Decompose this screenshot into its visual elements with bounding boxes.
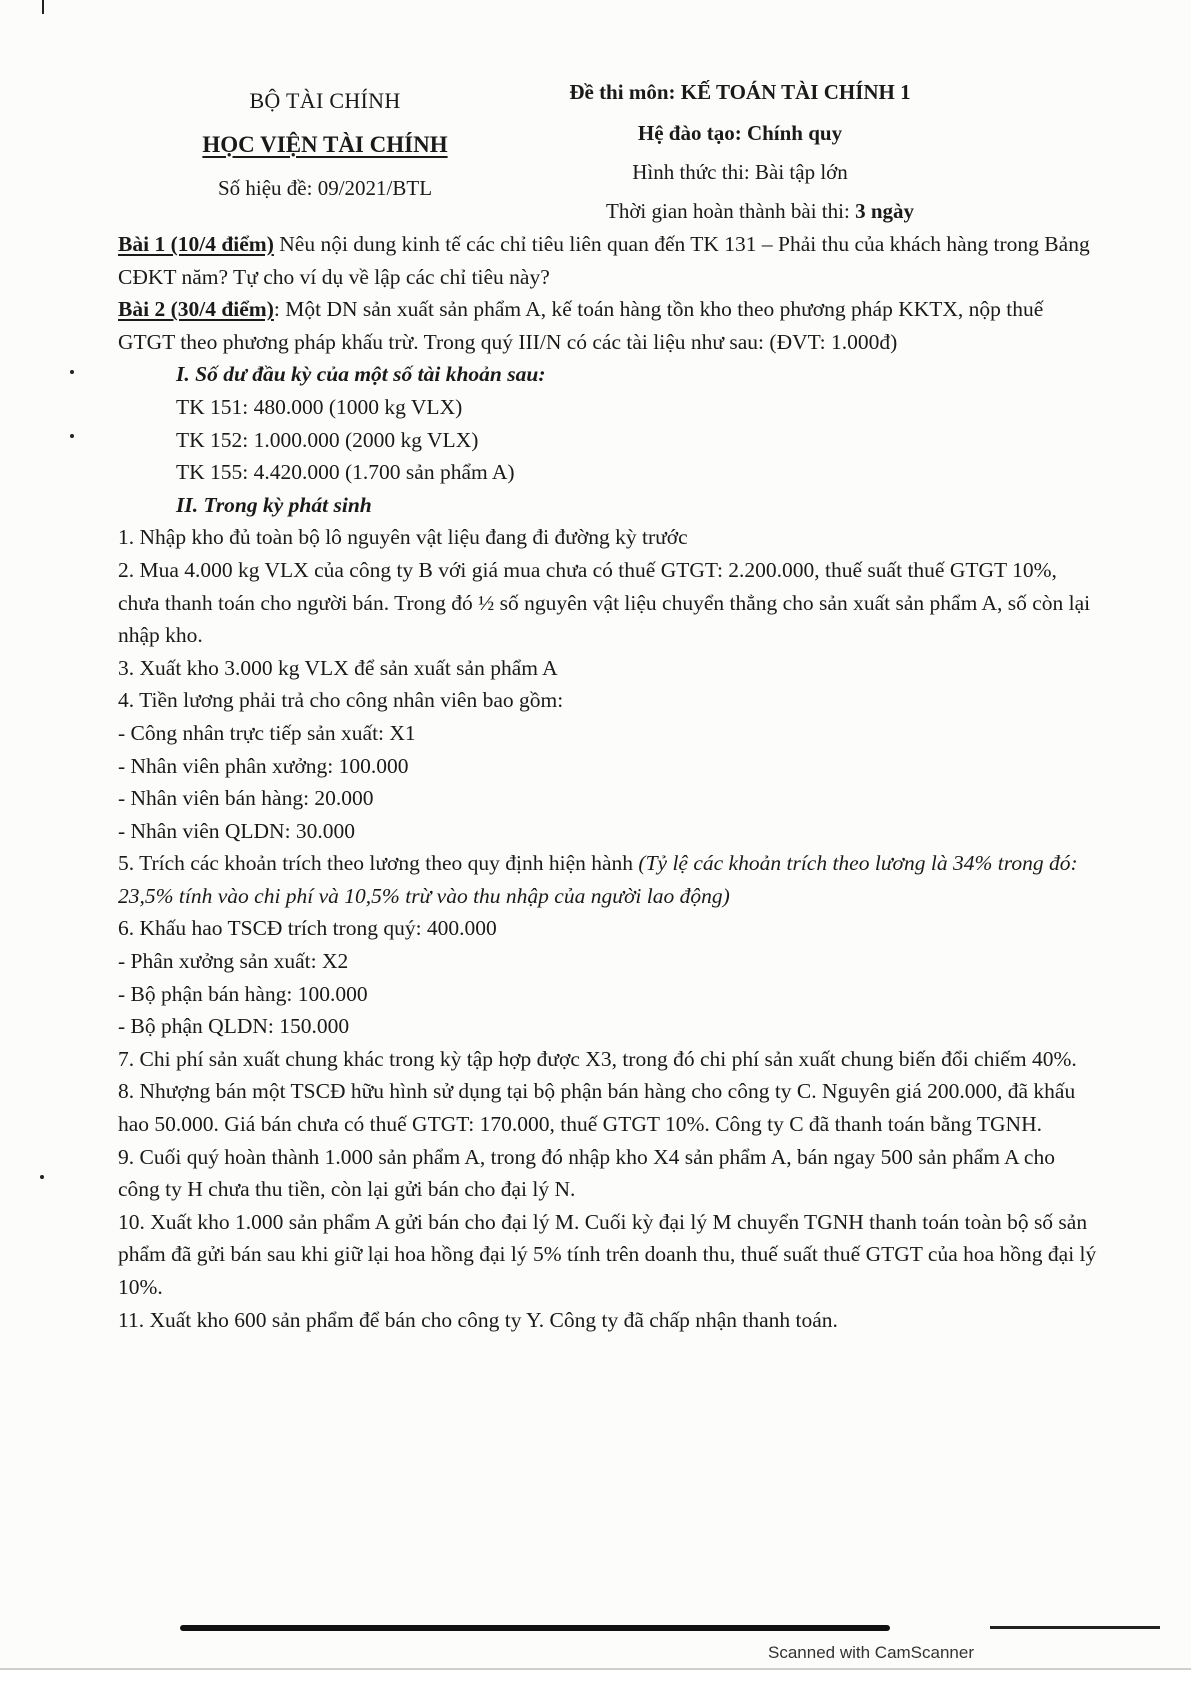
header-left — [160, 88, 490, 201]
scanner-watermark: Scanned with CamScanner — [768, 1643, 975, 1662]
bai2-text: : Một DN sản xuất sản phẩm A, kế toán hàng tồn kho theo phương pháp KKTX, nộp thuế GTGT theo phương pháp khấu trừ. Trong quý III/N có các tài liệu như sau: (ĐVT: 1.000đ) — [118, 297, 1044, 354]
scan-dot — [70, 434, 74, 438]
item-1: 1. Nhập kho đủ toàn bộ lô nguyên vật liệu đang đi đường kỳ trước — [118, 525, 688, 550]
exam-code — [160, 176, 490, 201]
balance-tk151: TK 151: 480.000 (1000 kg VLX) — [176, 394, 463, 419]
scan-artifact-mark — [42, 0, 44, 14]
bai2-paragraph — [118, 293, 1098, 358]
exam-subject-value: KẾ TOÁN TÀI CHÍNH 1 — [680, 80, 911, 104]
scan-dot — [40, 1175, 44, 1179]
exam-code-value: 09/2021/BTL — [317, 176, 433, 200]
item-5-text: 5. Trích các khoản trích theo lương theo quy định hiện hành — [118, 851, 639, 876]
section1-title: I. Số dư đầu kỳ của một số tài khoản sau: — [176, 362, 546, 387]
bai1-paragraph — [118, 228, 1098, 293]
item-7: 7. Chi phí sản xuất chung khác trong kỳ tập hợp được X3, trong đó chi phí sản xuất chung biến đổi chiếm 40%. — [118, 1046, 1077, 1071]
training-line — [520, 121, 960, 146]
scan-bottom-bar — [180, 1625, 890, 1631]
item-6-workshop: - Phân xưởng sản xuất: X2 — [118, 949, 349, 974]
item-6-admin: - Bộ phận QLDN: 150.000 — [118, 1014, 350, 1039]
page-bottom-edge — [0, 1668, 1191, 1687]
time-line — [540, 199, 980, 224]
item-4-sales-staff: - Nhân viên bán hàng: 20.000 — [118, 786, 374, 811]
item-5 — [118, 847, 1098, 912]
format-label: Hình thức thi: — [632, 160, 750, 184]
academy-name: HỌC VIỆN TÀI CHÍNH — [202, 132, 448, 157]
bai2-label: Bài 2 (30/4 điểm) — [118, 297, 274, 322]
item-8: 8. Nhượng bán một TSCĐ hữu hình sử dụng tại bộ phận bán hàng cho công ty C. Nguyên giá 200.000, đã khấu hao 50.000. Giá bán chưa có thuế GTGT: 170.000, thuế GTGT 10%. Công ty C đã thanh toán bằng TGNH. — [118, 1079, 1076, 1137]
scan-dot — [70, 370, 74, 374]
bai1-text: Nêu nội dung kinh tế các chỉ tiêu liên quan đến TK 131 – Phải thu của khách hàng trong Bảng CĐKT năm? Tự cho ví dụ về lập các chỉ tiêu này? — [118, 232, 1090, 289]
item-4-admin-staff: - Nhân viên QLDN: 30.000 — [118, 818, 356, 843]
item-4: 4. Tiền lương phải trả cho công nhân viên bao gồm: — [118, 688, 564, 713]
balance-tk155: TK 155: 4.420.000 (1.700 sản phẩm A) — [176, 460, 515, 485]
section2-title: II. Trong kỳ phát sinh — [176, 492, 372, 517]
format-line — [520, 160, 960, 185]
time-value: 3 ngày — [855, 199, 914, 223]
item-6-sales: - Bộ phận bán hàng: 100.000 — [118, 981, 368, 1006]
item-2: 2. Mua 4.000 kg VLX của công ty B với giá mua chưa có thuế GTGT: 2.200.000, thuế suất thuế GTGT 10%, chưa thanh toán cho người bán. Trong đó ½ số nguyên vật liệu chuyển thẳng cho sản xuất sản phẩm A, số còn lại nhập kho. — [118, 557, 1091, 648]
item-9: 9. Cuối quý hoàn thành 1.000 sản phẩm A, trong đó nhập kho X4 sản phẩm A, bán ngay 500 sản phẩm A cho công ty H chưa thu tiền, còn lại gửi bán cho đại lý N. — [118, 1144, 1055, 1202]
training-value: Chính quy — [746, 121, 843, 145]
time-label: Thời gian hoàn thành bài thi: — [606, 199, 850, 223]
item-6: 6. Khấu hao TSCĐ trích trong quý: 400.000 — [118, 916, 497, 941]
training-label: Hệ đào tạo: — [637, 121, 742, 145]
header-right — [520, 80, 960, 224]
item-11: 11. Xuất kho 600 sản phẩm để bán cho công ty Y. Công ty đã chấp nhận thanh toán. — [118, 1307, 838, 1332]
scan-bottom-bar-right — [990, 1626, 1160, 1629]
format-value: Bài tập lớn — [755, 160, 848, 184]
item-4-direct-labor: - Công nhân trực tiếp sản xuất: X1 — [118, 720, 416, 745]
exam-subject-line — [520, 80, 960, 105]
ministry-name: BỘ TÀI CHÍNH — [249, 88, 401, 113]
balance-tk152: TK 152: 1.000.000 (2000 kg VLX) — [176, 427, 479, 452]
exam-subject-label: Đề thi môn: — [569, 80, 676, 104]
item-3: 3. Xuất kho 3.000 kg VLX để sản xuất sản phẩm A — [118, 655, 558, 680]
exam-code-label: Số hiệu đề: — [217, 176, 313, 200]
item-5-note: (Tỷ lệ các khoản trích theo lương là 34% trong đó: 23,5% tính vào chi phí và 10,5% trừ vào thu nhập của người lao động) — [118, 851, 1078, 908]
item-10: 10. Xuất kho 1.000 sản phẩm A gửi bán cho đại lý M. Cuối kỳ đại lý M chuyển TGNH thanh toán toàn bộ số sản phẩm đã gửi bán sau khi giữ lại hoa hồng đại lý 5% tính trên doanh thu, thuế suất thuế GTGT của hoa hồng đại lý 10%. — [118, 1209, 1097, 1299]
item-4-workshop-staff: - Nhân viên phân xưởng: 100.000 — [118, 753, 409, 778]
bai1-label: Bài 1 (10/4 điểm) — [118, 232, 274, 256]
exam-content — [118, 228, 1098, 1336]
